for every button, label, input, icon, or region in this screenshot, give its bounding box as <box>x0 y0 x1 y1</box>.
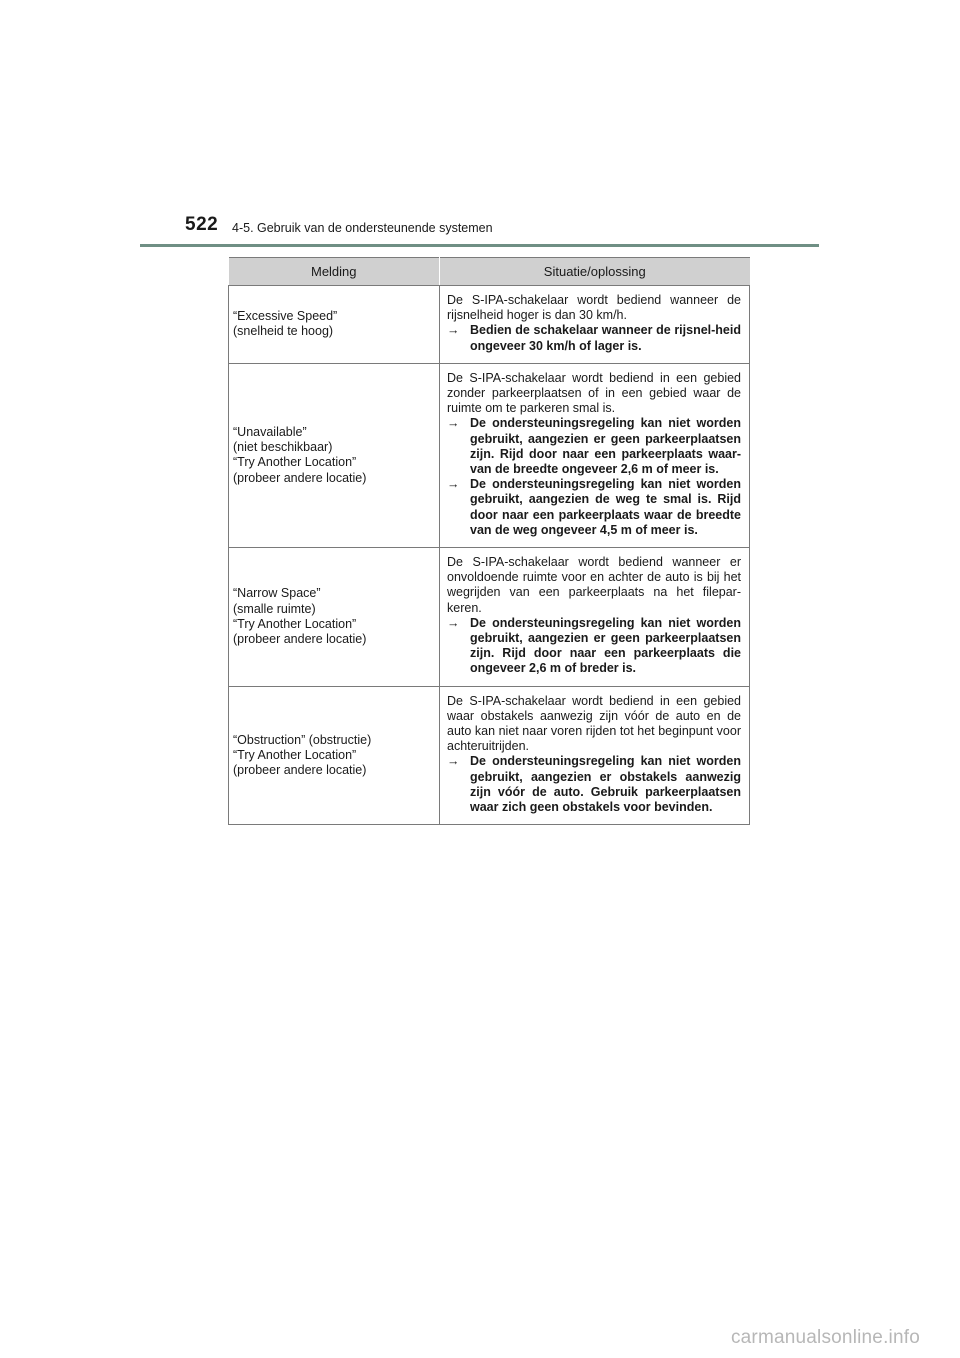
message-line: (snelheid te hoog) <box>233 324 334 339</box>
message-line: (probeer andere locatie) <box>233 632 367 647</box>
column-header-melding: Melding <box>229 258 440 286</box>
message-cell <box>229 686 440 825</box>
message-line: (probeer andere locatie) <box>233 763 367 778</box>
situation-description: De S-IPA-schakelaar wordt bediend wanneer er onvoldoende ruimte voor en achter de auto is bij het wegrijden van een parkeerplaats na het filepar-keren. <box>447 555 741 615</box>
situation-cell <box>440 686 750 825</box>
table-row <box>229 363 750 547</box>
solution-text: De ondersteuningsregeling kan niet worden gebruikt, aangezien er geen parkeerplaatsen zijn. Rijd door naar een parkeerplaats waar-van de breedte ongeveer 2,6 m of meer is. <box>470 416 741 477</box>
situation-description: De S-IPA-schakelaar wordt bediend in een gebied waar obstakels aanwezig zijn vóór de auto en de auto kan niet naar voren rijden tot het beginpunt voor achteruitrijden. <box>447 693 741 754</box>
message-line: “Narrow Space” <box>233 586 321 601</box>
solution-item <box>447 323 741 353</box>
table-row <box>229 286 750 364</box>
table-header-row <box>229 258 750 286</box>
situation-description: De S-IPA-schakelaar wordt bediend wanneer de rijsnelheid hoger is dan 30 km/h. <box>447 293 741 323</box>
solution-item <box>447 416 741 477</box>
situation-description: De S-IPA-schakelaar wordt bediend in een gebied zonder parkeerplaatsen of in een gebied waar de ruimte om te parkeren smal is. <box>447 370 741 416</box>
message-line: “Try Another Location” <box>233 455 357 470</box>
solution-item <box>447 754 741 815</box>
header-rule <box>140 244 819 247</box>
solution-text: De ondersteuningsregeling kan niet worden gebruikt, aangezien de weg te smal is. Rijd door naar een parkeerplaats waar de breedte van de weg ongeveer 4,5 m of meer is. <box>470 477 741 537</box>
message-table <box>228 257 750 825</box>
message-cell <box>229 286 440 364</box>
arrow-right-icon: → <box>447 416 460 431</box>
table-body <box>229 286 750 825</box>
message-line: “Obstruction” (obstructie) <box>233 732 372 747</box>
arrow-right-icon: → <box>447 615 460 630</box>
arrow-right-icon: → <box>447 323 460 338</box>
page-number: 522 <box>185 214 219 235</box>
message-line: “Try Another Location” <box>233 616 357 631</box>
message-line: “Excessive Speed” <box>233 309 338 324</box>
message-line: (smalle ruimte) <box>233 601 316 616</box>
section-title: 4-5. Gebruik van de ondersteunende systemen <box>232 221 493 235</box>
message-line: “Try Another Location” <box>233 747 357 762</box>
table-row <box>229 548 750 687</box>
situation-cell <box>440 286 750 364</box>
table-row <box>229 686 750 825</box>
message-line: (niet beschikbaar) <box>233 440 333 455</box>
watermark: carmanualsonline.info <box>730 1327 920 1348</box>
situation-cell <box>440 363 750 547</box>
message-line: “Unavailable” <box>233 425 307 440</box>
solution-text: Bedien de schakelaar wanneer de rijsnel-heid ongeveer 30 km/h of lager is. <box>470 323 741 353</box>
message-line: (probeer andere locatie) <box>233 470 367 485</box>
message-cell <box>229 548 440 687</box>
situation-cell <box>440 548 750 687</box>
solution-text: De ondersteuningsregeling kan niet worden gebruikt, aangezien er obstakels aanwezig zijn vóór de auto. Gebruik parkeerplaatsen waar zich geen obstakels voor bevinden. <box>470 754 741 815</box>
arrow-right-icon: → <box>447 477 460 492</box>
solution-item <box>447 477 741 538</box>
solution-item <box>447 616 741 677</box>
message-cell <box>229 363 440 547</box>
solution-text: De ondersteuningsregeling kan niet worden gebruikt, aangezien er geen parkeerplaatsen zijn. Rijd door naar een parkeerplaats die ongeveer 2,6 m of breder is. <box>470 615 741 676</box>
arrow-right-icon: → <box>447 754 460 769</box>
column-header-situatie: Situatie/oplossing <box>440 258 750 286</box>
